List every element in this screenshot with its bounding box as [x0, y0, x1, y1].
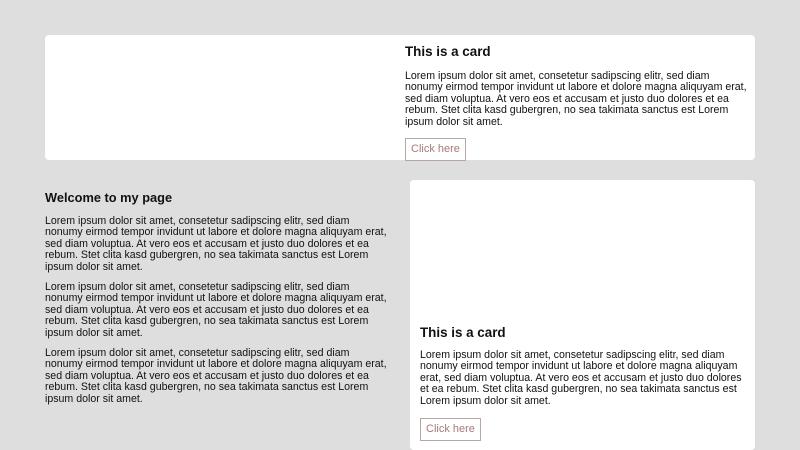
click-here-button[interactable]: Click here [405, 138, 466, 161]
click-here-button[interactable]: Click here [420, 418, 481, 441]
intro-paragraph: Lorem ipsum dolor sit amet, consetetur sadipscing elitr, sed diam nonumy eirmod tempor invidunt ut labore et dolore magna aliquyam erat, sed diam voluptua. At vero eos et accusam et justo duo dolores et ea rebum. Stet clita kasd gubergren, no sea takimata sanctus est Lorem ipsum dolor sit amet. [45, 215, 387, 273]
card-top [45, 35, 755, 160]
card-body [420, 325, 746, 441]
intro-section [45, 190, 387, 405]
card-title: This is a card [405, 44, 491, 59]
page-title: Welcome to my page [45, 190, 173, 205]
card-body [405, 35, 747, 161]
card-right [410, 180, 755, 450]
card-title: This is a card [420, 325, 506, 340]
intro-paragraph: Lorem ipsum dolor sit amet, consetetur sadipscing elitr, sed diam nonumy eirmod tempor invidunt ut labore et dolore magna aliquyam erat, sed diam voluptua. At vero eos et accusam et justo duo dolores et ea rebum. Stet clita kasd gubergren, no sea takimata sanctus est Lorem ipsum dolor sit amet. [45, 281, 387, 339]
card-text: Lorem ipsum dolor sit amet, consetetur sadipscing elitr, sed diam nonumy eirmod tempor invidunt ut labore et dolore magna aliquyam erat, sed diam voluptua. At vero eos et accusam et justo duo dolores et ea rebum. Stet clita kasd gubergren, no sea takimata sanctus est Lorem ipsum dolor sit amet. [420, 349, 742, 407]
card-text: Lorem ipsum dolor sit amet, consetetur sadipscing elitr, sed diam nonumy eirmod tempor invidunt ut labore et dolore magna aliquyam erat, sed diam voluptua. At vero eos et accusam et justo duo dolores et ea rebum. Stet clita kasd gubergren, no sea takimata sanctus est Lorem ipsum dolor sit amet. [405, 70, 747, 128]
intro-paragraph: Lorem ipsum dolor sit amet, consetetur sadipscing elitr, sed diam nonumy eirmod tempor invidunt ut labore et dolore magna aliquyam erat, sed diam voluptua. At vero eos et accusam et justo duo dolores et ea rebum. Stet clita kasd gubergren, no sea takimata sanctus est Lorem ipsum dolor sit amet. [45, 347, 387, 405]
